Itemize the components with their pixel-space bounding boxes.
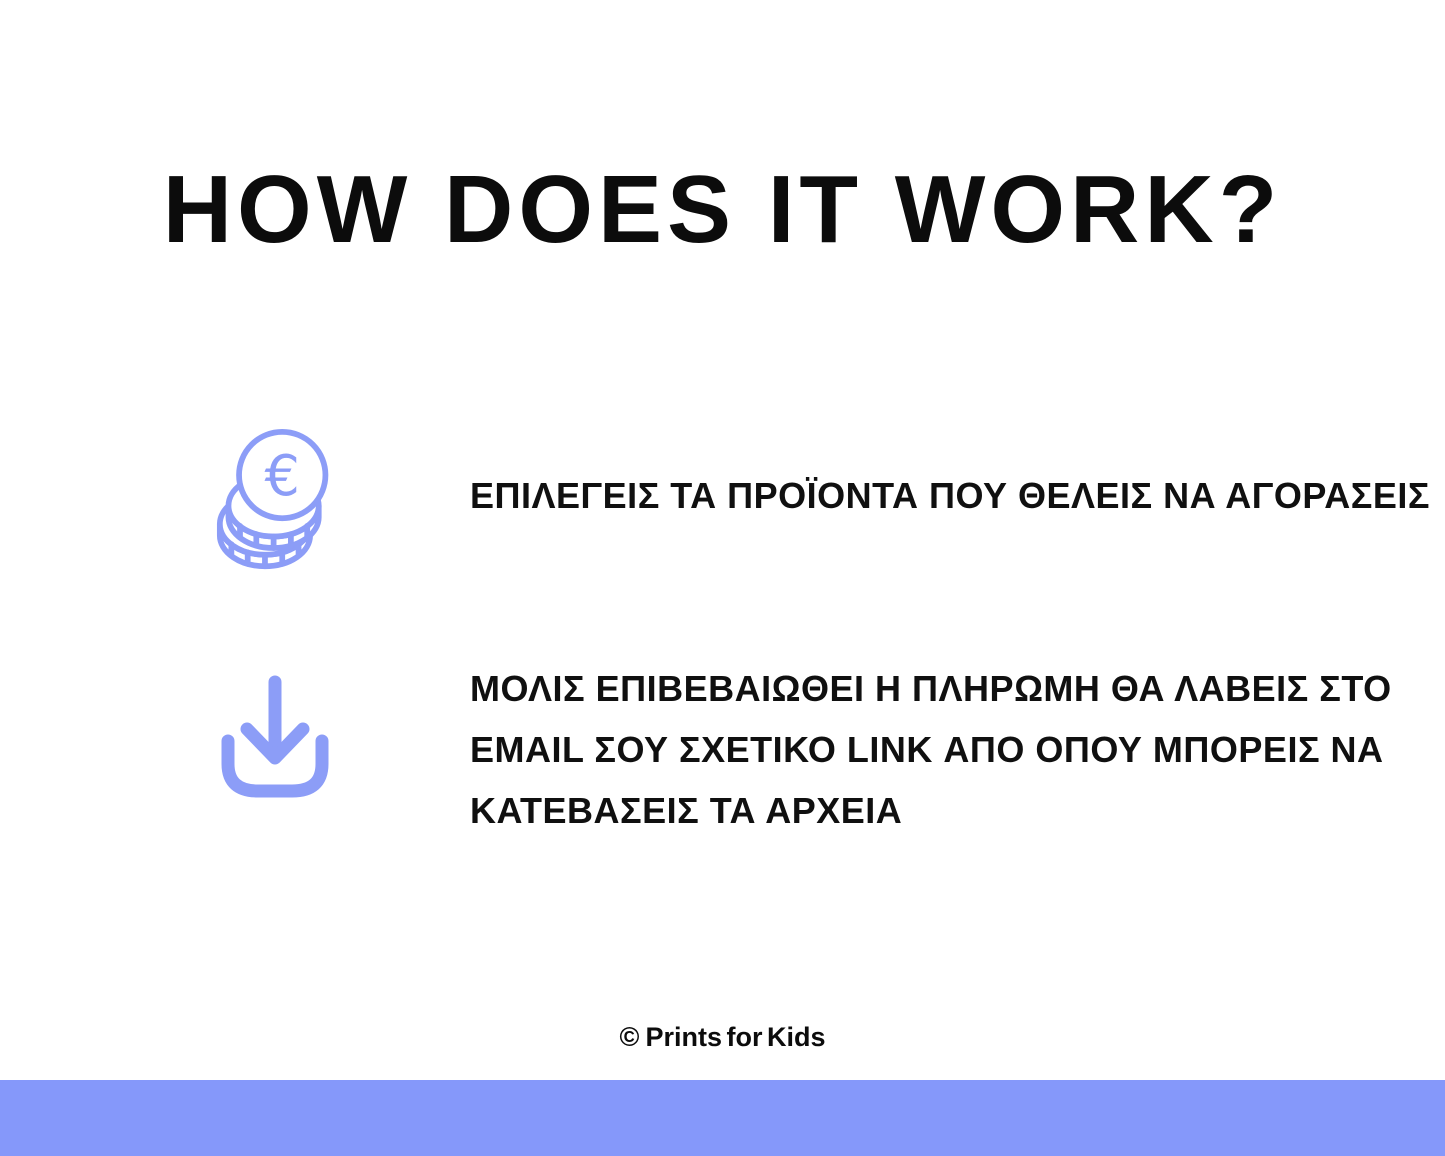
page-title: HOW DOES IT WORK? [162, 156, 1283, 263]
brand-name: Prints for Kids [645, 1022, 826, 1052]
step-2-description [470, 658, 1392, 841]
euro-coins-icon [216, 428, 336, 572]
step-1-line-1: ΕΠΙΛΕΓΕΙΣ ΤΑ ΠΡΟΪΟΝΤΑ ΠΟΥ ΘΕΛΕΙΣ ΝΑ ΑΓΟΡΑΣΕΙΣ [470, 475, 1430, 516]
euro-symbol: € [264, 444, 300, 510]
brand-logo [0, 1022, 1445, 1053]
step-1-description [470, 474, 1430, 518]
copyright-icon: © [619, 1022, 640, 1052]
step-2-line-2: EMAIL ΣΟΥ ΣΧΕΤΙΚΟ LINK ΑΠΟ ΟΠΟΥ ΜΠΟΡΕΙΣ ΝΑ [470, 729, 1384, 770]
step-2-line-3: ΚΑΤΕΒΑΣΕΙΣ ΤΑ ΑΡΧΕΙΑ [470, 790, 903, 831]
step-2-line-1: ΜΟΛΙΣ ΕΠΙΒΕΒΑΙΩΘΕΙ Η ΠΛΗΡΩΜΗ ΘΑ ΛΑΒΕΙΣ ΣΤΟ [470, 668, 1392, 709]
footer-accent-bar [0, 1080, 1445, 1156]
download-icon [214, 672, 336, 812]
